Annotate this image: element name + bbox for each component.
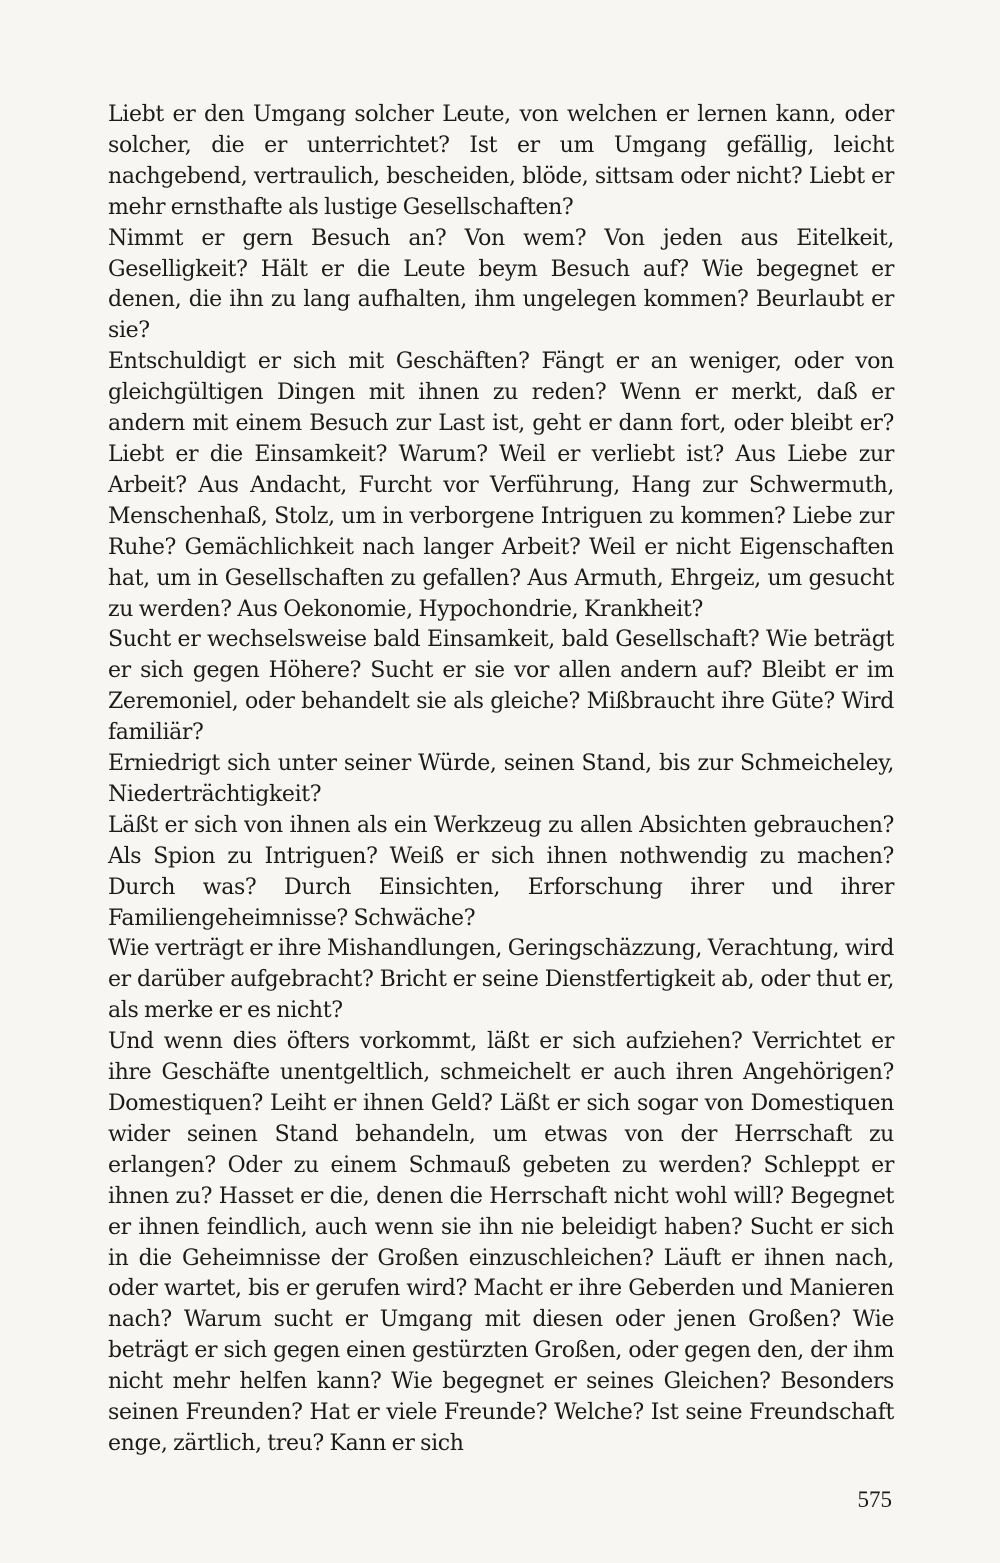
paragraph: Liebt er den Umgang solcher Leute, von welchen er lernen kann, oder solcher, die er unterrichtet? Ist er um Umgang gefällig, leicht nachgebend, vertraulich, bescheiden, blöde, sittsam oder nicht? Liebt er mehr ernsthafte als lustige Gesellschaften? (108, 102, 894, 220)
paragraph: Und wenn dies öfters vorkommt, läßt er sich aufziehen? Verrichtet er ihre Geschäfte unentgeltlich, schmeichelt er auch ihren Angehörigen? Domestiquen? Leiht er ihnen Geld? Läßt er sich sogar von Domestiquen wider seinen Stand behandeln, um etwas von der Herrschaft zu erlangen? Oder zu einem Schmauß gebeten zu werden? Schleppt er ihnen zu? Hasset er die, denen die Herrschaft nicht wohl will? Begegnet er ihnen feindlich, auch wenn sie ihn nie beleidigt haben? Sucht er sich in die Geheimnisse der Großen einzuschleichen? Läuft er ihnen nach, oder wartet, bis er gerufen wird? Macht er ihre Geberden und Manieren nach? Warum sucht er Umgang mit diesen oder jenen Großen? Wie beträgt er sich gegen einen gestürzten Großen, oder gegen den, der ihm nicht mehr helfen kann? Wie begegnet er seines Gleichen? Besonders seinen Freunden? Hat er viele Freunde? Welche? Ist seine Freundschaft enge, zärtlich, treu? Kann er sich (108, 1029, 894, 1456)
paragraph: Entschuldigt er sich mit Geschäften? Fängt er an weniger, oder von gleichgültigen Dingen mit ihnen zu reden? Wenn er merkt, daß er andern mit einem Besuch zur Last ist, geht er dann fort, oder bleibt er? Liebt er die Einsamkeit? Warum? Weil er verliebt ist? Aus Liebe zur Arbeit? Aus Andacht, Furcht vor Verführung, Hang zur Schwermuth, Menschenhaß, Stolz, um in verborgene Intriguen zu kommen? Liebe zur Ruhe? Gemächlichkeit nach langer Arbeit? Weil er nicht Eigenschaften hat, um in Gesellschaften zu gefallen? Aus Armuth, Ehrgeiz, um gesucht zu werden? Aus Oekonomie, Hypochondrie, Krankheit? (108, 349, 894, 622)
body-text (108, 100, 894, 1460)
paragraph: Nimmt er gern Besuch an? Von wem? Von jeden aus Eitelkeit, Geselligkeit? Hält er die Leute beym Besuch auf? Wie begegnet er denen, die ihn zu lang aufhalten, ihm ungelegen kommen? Beurlaubt er sie? (108, 225, 894, 344)
paragraph: Sucht er wechselsweise bald Einsamkeit, bald Gesellschaft? Wie beträgt er sich gegen Höhere? Sucht er sie vor allen andern auf? Bleibt er im Zeremoniel, oder behandelt sie als gleiche? Mißbraucht ihre Güte? Wird familiär? (108, 627, 894, 746)
paragraph: Erniedrigt sich unter seiner Würde, seinen Stand, bis zur Schmeicheley, Niederträchtigkeit? (108, 751, 894, 807)
paragraph: Wie verträgt er ihre Mishandlungen, Geringschäzzung, Verachtung, wird er darüber aufgebracht? Bricht er seine Dienstfertigkeit ab, oder thut er, als merke er es nicht? (108, 936, 894, 1024)
page-number: 575 (857, 1487, 892, 1512)
paragraph: Läßt er sich von ihnen als ein Werkzeug zu allen Absichten gebrauchen? Als Spion zu Intriguen? Weiß er sich ihnen nothwendig zu machen? Durch was? Durch Einsichten, Erforschung ihrer und ihrer Familiengeheimnisse? Schwäche? (108, 812, 894, 931)
